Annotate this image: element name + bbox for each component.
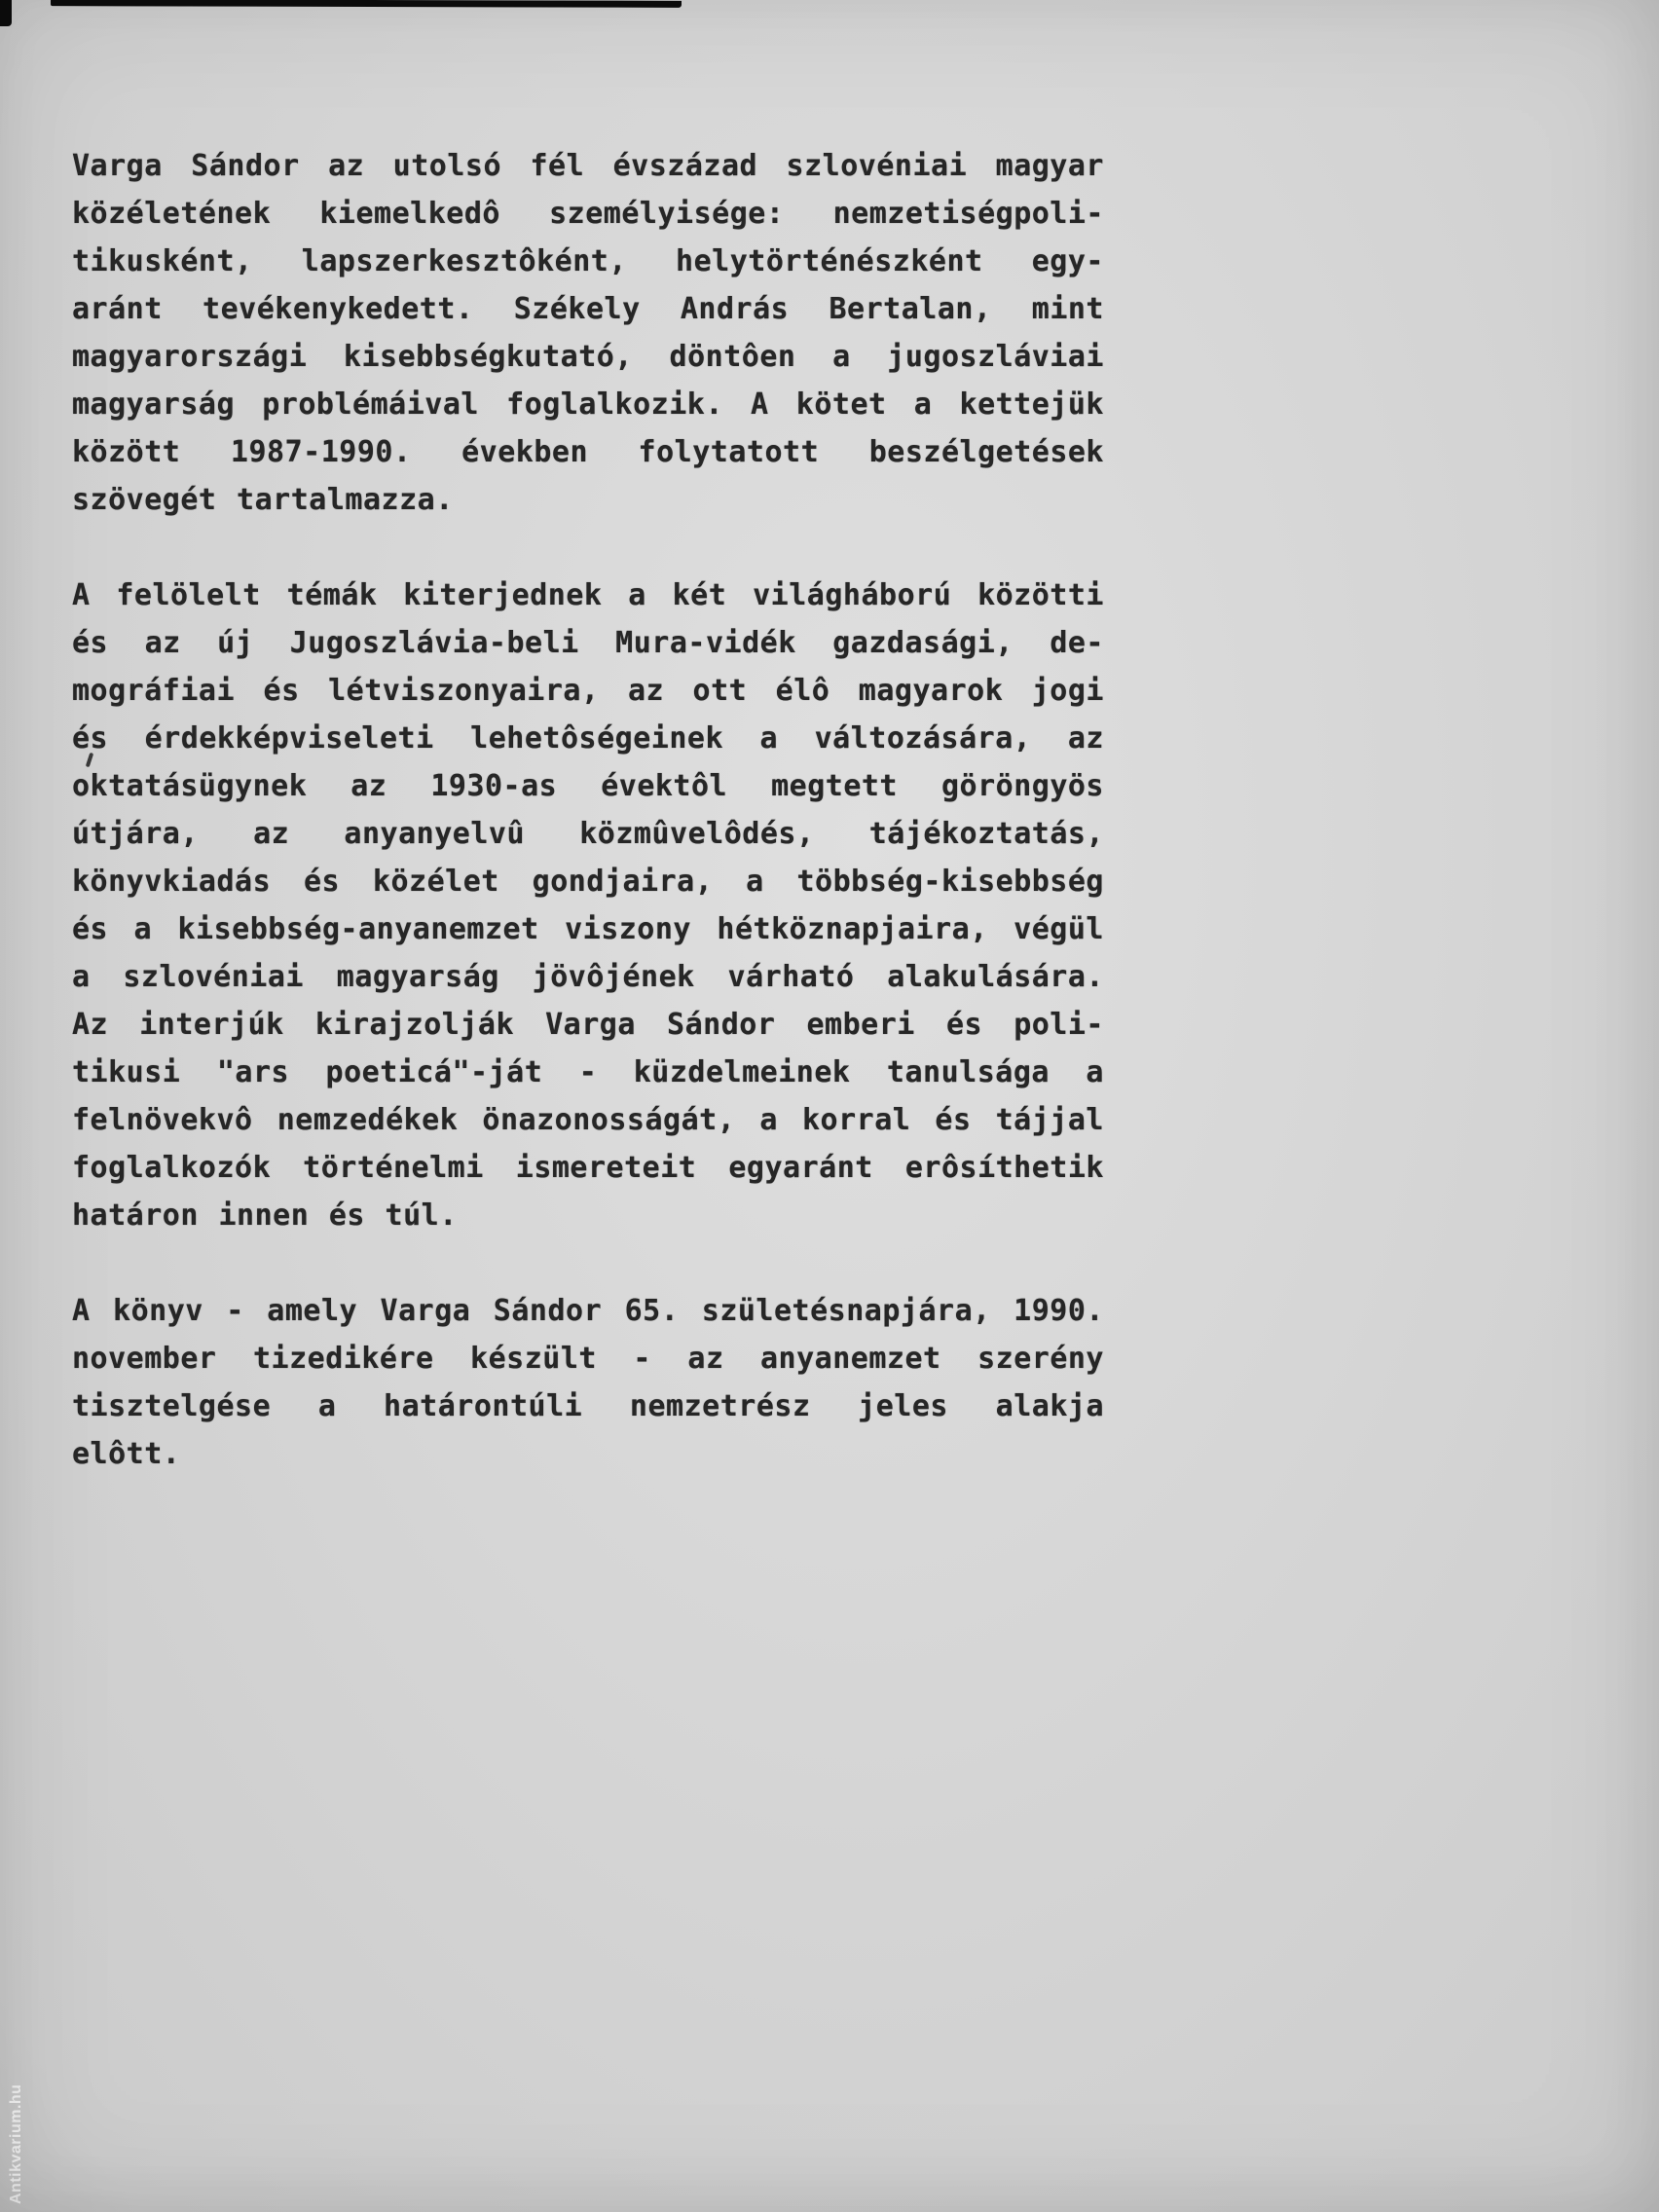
paragraph-1 [72, 142, 1104, 524]
text-line: november tizedikére készült - az anyanemzet szerény [72, 1342, 1104, 1376]
text-line: foglalkozók történelmi ismereteit egyaránt erôsíthetik [72, 1151, 1104, 1185]
text-line: elôtt. [72, 1437, 181, 1471]
text-line: könyvkiadás és közélet gondjaira, a többség-kisebbség [72, 865, 1104, 899]
text-line: útjára, az anyanyelvû közmûvelôdés, tájékoztatás, [72, 817, 1104, 851]
text-line: tikusi "ars poeticá"-ját - küzdelmeinek tanulsága a [72, 1055, 1104, 1089]
text-line: a szlovéniai magyarság jövôjének várható alakulására. [72, 960, 1104, 994]
paragraph-2 [72, 571, 1104, 1239]
text-line: Az interjúk kirajzolják Varga Sándor emberi és poli- [72, 1008, 1104, 1042]
text-line: Varga Sándor az utolsó fél évszázad szlovéniai magyar [72, 149, 1104, 183]
scan-edge-artifact-corner [0, 0, 12, 26]
text-line: és a kisebbség-anyanemzet viszony hétköznapjaira, végül [72, 912, 1104, 946]
document-text [72, 142, 1104, 1526]
watermark: Antikvarium.hu [8, 2083, 24, 2204]
text-line: között 1987-1990. években folytatott beszélgetések [72, 435, 1104, 469]
text-line: magyarság problémáival foglalkozik. A kötet a kettejük [72, 387, 1104, 422]
paragraph-3 [72, 1287, 1104, 1478]
text-line: A felölelt témák kiterjednek a két világháború közötti [72, 578, 1104, 612]
text-line: és érdekképviseleti lehetôségeinek a változására, az [72, 721, 1104, 756]
text-line: aránt tevékenykedett. Székely András Bertalan, mint [72, 292, 1104, 326]
text-line: oktatásügynek az 1930-as évektôl megtett göröngyös [72, 769, 1104, 803]
text-line: tikusként, lapszerkesztôként, helytörténészként egy- [72, 244, 1104, 278]
text-line: határon innen és túl. [72, 1198, 458, 1233]
text-line: felnövekvô nemzedékek önazonosságát, a korral és tájjal [72, 1103, 1104, 1137]
text-line: szövegét tartalmazza. [72, 483, 454, 517]
text-line: magyarországi kisebbségkutató, döntôen a jugoszláviai [72, 340, 1104, 374]
text-line: és az új Jugoszlávia-beli Mura-vidék gazdasági, de- [72, 626, 1104, 660]
text-line: tisztelgése a határontúli nemzetrész jeles alakja [72, 1389, 1104, 1423]
text-line: A könyv - amely Varga Sándor 65. születésnapjára, 1990. [72, 1294, 1104, 1328]
text-line: mográfiai és létviszonyaira, az ott élô magyarok jogi [72, 674, 1104, 708]
text-line: közéletének kiemelkedô személyisége: nemzetiségpoli- [72, 197, 1104, 231]
